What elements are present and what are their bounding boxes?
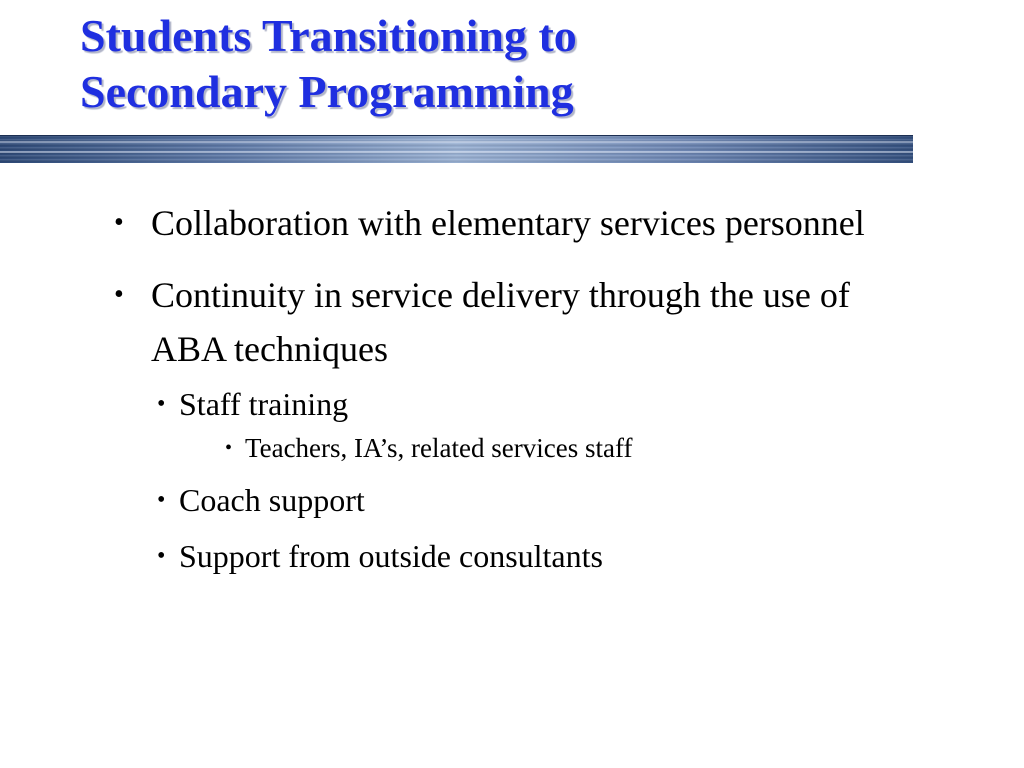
title-line-1: Students Transitioning to xyxy=(80,10,577,61)
sub-bullet-text: Coach support xyxy=(179,482,365,518)
bullet-text: Continuity in service delivery through the use of ABA techniques xyxy=(151,275,850,369)
sub-bullet-item xyxy=(151,476,930,524)
bullet-item xyxy=(110,196,930,250)
sub-bullet-item xyxy=(151,532,930,580)
sub-sub-bullet-item xyxy=(225,428,930,468)
bullet-glyph: • xyxy=(157,391,166,417)
bullet-item xyxy=(110,268,930,580)
sub-sub-bullet-text: Teachers, IA’s, related services staff xyxy=(245,433,633,463)
slide-title xyxy=(80,8,577,120)
bullet-glyph: • xyxy=(225,437,233,459)
sub-sub-bullet-list xyxy=(179,428,930,468)
bullet-glyph: • xyxy=(114,279,124,310)
bullet-text: Collaboration with elementary services personnel xyxy=(151,203,865,243)
sub-bullet-text: Staff training xyxy=(179,386,349,422)
bullet-glyph: • xyxy=(157,543,166,569)
bullet-list xyxy=(110,196,930,598)
sub-bullet-list xyxy=(151,380,930,580)
sub-bullet-item xyxy=(151,380,930,468)
title-line-2: Secondary Programming xyxy=(80,66,574,117)
bar-highlight xyxy=(0,151,913,153)
bullet-glyph: • xyxy=(157,487,166,513)
bar-highlight xyxy=(0,141,913,143)
title-divider-bar xyxy=(0,135,913,163)
sub-bullet-text: Support from outside consultants xyxy=(179,538,603,574)
bullet-glyph: • xyxy=(114,207,124,238)
